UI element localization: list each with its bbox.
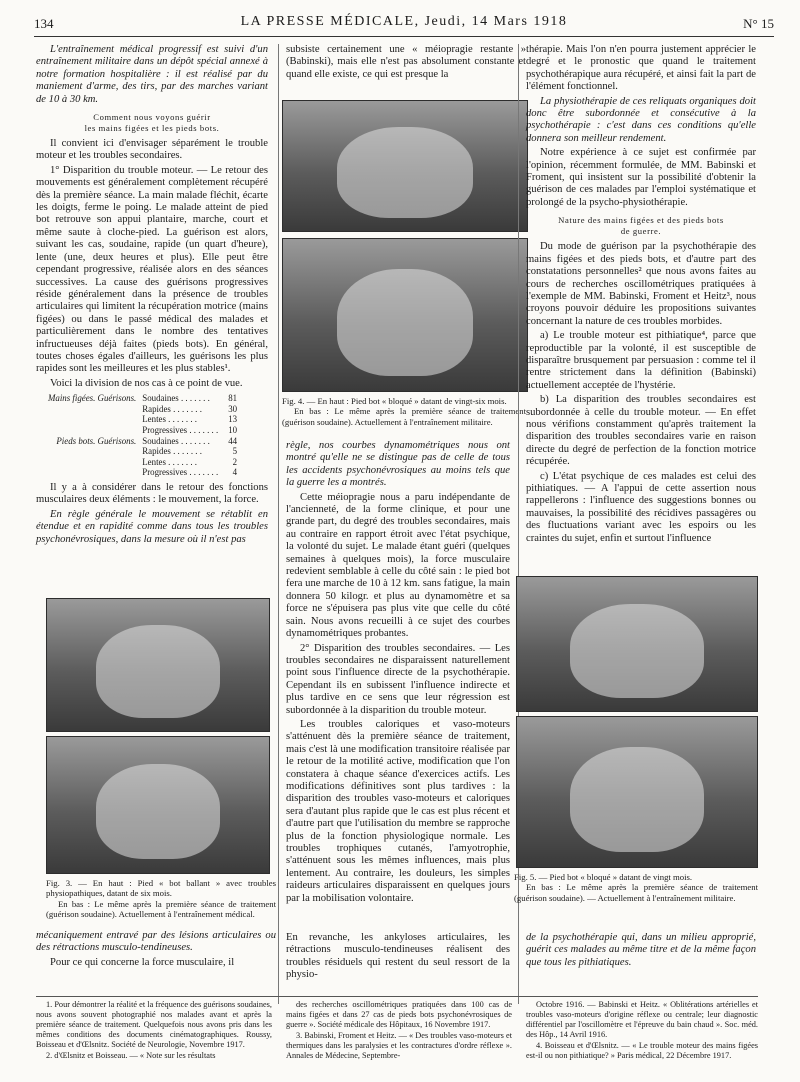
- col3-paragraph: c) L'état psychique de ces malades est celui des pithiatiques. — A l'appui de cette assertion nous rappellerons : l'influence des suggestions bonnes ou mauvaises, la possibilité des récidives passagères ou des fluctuations variant avec les espoirs ou les craintes du sujet, enfin et surtout l'influence: [526, 470, 756, 544]
- col1-paragraph: Voici la division de nos cas à ce point de vue.: [50, 377, 243, 389]
- stats-row-value: 30: [228, 403, 238, 414]
- section-heading-1-line2: les mains figées et les pieds bots.: [84, 123, 220, 134]
- fig4-caption-line2: En bas : Le même après la première séance de traitement (guérison soudaine). Actuellement à l'entraînement militaire.: [282, 406, 526, 427]
- fig5-photo-bottom: [516, 716, 758, 868]
- section-heading-2: [526, 215, 756, 237]
- column-divider: [278, 44, 279, 1004]
- col3-bottom-paragraph: de la psychothérapie qui, dans un milieu approprié, guérit ces malades au même titre et de la même façon que tous les pithiatiques.: [526, 932, 756, 968]
- col1-paragraph: Il y a à considérer dans le retour des fonctions musculaires deux éléments : le mouvement, la force.: [36, 481, 268, 506]
- col3-paragraph: a) Le trouble moteur est pithiatique⁴, parce que reproductible par la volonté, il est susceptible de disparaître brusquement par persuasion : comme tel il rentre strictement dans la définition (Babinski) actuellement acceptée de l'hystérie.: [526, 330, 756, 391]
- col2-bottom-paragraph: En revanche, les ankyloses articulaires, les rétractions musculo-tendineuses réalisent des troubles résiduels qui restent du seul ressort de la physio-: [286, 932, 510, 981]
- col3-paragraph: Du mode de guérison par la psychothérapie des mains figées et des pieds bots, et d'autre part des constatations personnelles² que nous avons faites au cours de recherches oscillométriques pratiquées à l'exemple de MM. Babinski, Froment et Heitz³, nous croyons pouvoir déduire les propositions suivantes concernant la nature de ces troubles morbides.: [526, 241, 756, 327]
- col2-paragraph: 2° Disparition des troubles secondaires. — Les troubles secondaires ne disparaissent naturellement point sous l'influence directe de la psychothérapie. Cependant ils en subissent l'influence indirecte et plus tardive en ce sens que leur régression est subordonnée à la disparition du trouble moteur.: [286, 642, 510, 716]
- masthead: LA PRESSE MÉDICALE, Jeudi, 14 Mars 1918: [240, 14, 568, 29]
- stats-row-value: 13: [228, 414, 238, 425]
- fig3-photo-top: [46, 598, 270, 732]
- col3-paragraph: Notre expérience à ce sujet est confirmée par l'opinion, récemment formulée, de MM. Babinski et Froment, qui insistent sur la possibilité d'obtenir la guérison de ces malades par l'emploi systématique et prolongé de la psycho-physiothérapie.: [526, 147, 756, 208]
- fig3-caption: [46, 878, 276, 920]
- footnote: 4. Boisseau et d'Œlsnitz. — « Le trouble moteur des mains figées est-il ou non pithiatique? » Paris médical, 22 Décembre 1917.: [526, 1041, 758, 1060]
- stats-row-label: Rapides . . . . . . .: [142, 446, 202, 457]
- recovery-stats-table: [46, 393, 239, 478]
- footnotes-left: [36, 1000, 272, 1062]
- fig3-caption-line1: Fig. 3. — En haut : Pied « bot ballant » avec troubles physiopathiques, datant de six mois.: [46, 878, 276, 899]
- column-2-bottom: [286, 932, 510, 984]
- stats-row-label: Rapides . . . . . . .: [142, 403, 202, 414]
- section-heading-1: [36, 112, 268, 134]
- col1-bottom-paragraph: Pour ce qui concerne la force musculaire, il: [50, 956, 235, 968]
- fig5-caption: [514, 872, 758, 903]
- stats-row-value: 81: [228, 393, 238, 404]
- footnote: 3. Babinski, Froment et Heitz. — « Des troubles vaso-moteurs et thermiques dans les paralysies et les contractures d'ordre réflexe ». Annales de Médecine, Septembre-: [286, 1031, 512, 1060]
- section-heading-1-line1: Comment nous voyons guérir: [93, 112, 211, 123]
- stats-row-label: Progressives . . . . . . .: [142, 424, 219, 435]
- col2-paragraph: Les troubles caloriques et vaso-moteurs s'atténuent dès la première séance de traitement, mais c'est là une modification transitoire réalisée par le retour de la motilité active, modification que l'on constatera à chaque séance d'exercices actifs. Les modifications définitives sont plus tardives : la disparition des troubles vaso-moteurs et caloriques sera d'autant plus rapide que le cas est plus récent et d'autre part que l'utilisation du membre se rapproche plus de la fonction physiologique normale. Les troubles trophiques cutanés, l'amyotrophie, s'atténuent sous les mêmes influences, mais plus lentement. Au contraire, les douleurs, les simples raideurs articulaires disparaissent en quelques jours par la mobilisation volontaire.: [286, 718, 510, 904]
- fig4-caption-line1: Fig. 4. — En haut : Pied bot « bloqué » datant de vingt-six mois.: [282, 396, 507, 406]
- stats-row-label: Soudaines . . . . . . .: [142, 393, 210, 404]
- col2-top-paragraph: subsiste certainement une « méiopragie restante » (Babinski), mais elle n'est pas absolument constante et quand elle existe, ce qui est presque la: [286, 44, 526, 80]
- page-header: [34, 14, 774, 36]
- col3-paragraph: La physiothérapie de ces reliquats organiques doit donc être subordonnée et consécutive à la psychothérapie : c'est dans ces conditions qu'elle donnera son meilleur rendement.: [526, 95, 756, 144]
- footnotes-middle: [286, 1000, 512, 1062]
- stats-row-value: 10: [228, 424, 238, 435]
- stats-row: [46, 393, 239, 404]
- footnote-rule: [36, 996, 758, 997]
- stats-row-label: Lentes . . . . . . .: [142, 456, 197, 467]
- col1-paragraph: En règle générale le mouvement se rétablit en étendue et en rapidité comme dans tous les troubles psychonévrosiques, dans la mesure où il n'est pas: [36, 508, 268, 545]
- page-number: 134: [34, 16, 54, 31]
- stats-row-label: Progressives . . . . . . .: [142, 467, 219, 478]
- fig3-photo-bottom: [46, 736, 270, 874]
- column-3-bottom: [526, 932, 756, 971]
- footnote: Octobre 1916. — Babinski et Heitz. « Oblitérations artérielles et troubles vaso-moteurs d'origine réflexe ou centrale; leur diagnostic différentiel par l'oscillomètre et l'épreuve du bain chaud ». Soc. méd. des Hôp., 14 Avril 1916.: [526, 1000, 758, 1039]
- stats-row: [46, 436, 239, 447]
- fig4-photo-top: [282, 100, 528, 232]
- col1-paragraph: 1° Disparition du trouble moteur. — Le retour des mouvements est généralement complètement récupéré dès la première séance. La main malade fléchit, écarte les doigts, ferme le poing. Le malade atteint de pied bot retrouve son appui plantaire, marche, court et même saute à cloche-pied. La guérison est alors, suivant les cas, soudaine, rapide (un quart d'heure), lente (une, deux heures et plus). Elle peut être cependant progressive, réalisée alors en des séances successives. La cause des guérisons progressives réside généralement dans la présence de troubles articulaires qui limitent la récupération motrice (mains figées) ou dans le passé médical des malades et particulièrement dans le nombre des tentatives infructueuses déjà faites (pieds bots). En général, toutes choses égales d'ailleurs, les guérisons les plus rapides sont les meilleures et les plus stables¹.: [36, 164, 268, 375]
- fig5-caption-line1: Fig. 5. — Pied bot « bloqué » datant de vingt mois.: [514, 872, 693, 882]
- header-rule: [34, 36, 774, 37]
- col1-paragraph: Il convient ici d'envisager séparément le trouble moteur et les troubles secondaires.: [36, 138, 268, 162]
- stats-row-value: 4: [232, 467, 238, 478]
- section-heading-2-line1: Nature des mains figées et des pieds bots: [558, 215, 724, 226]
- footnote: 2. d'Œlsnitz et Boisseau. — « Note sur les résultats: [46, 1051, 216, 1060]
- col2-paragraph: Cette méiopragie nous a paru indépendante de l'ancienneté, de la forme clinique, et pour une grande part, du degré des troubles secondaires, mais au contraire en rapport étroit avec l'état psychique, la volonté du sujet. Le malade étant guéri (quelques semaines à quelques mois), la force musculaire redevient semblable à celle du côté sain : le pied bot fera une marche de 10 à 12 km. sans fatigue, la main donnera 50 kilogr. et plus au dynamomètre et sa force ne s'épuisera pas plus vite que celle du côté sain. Nous avons recueilli à ce sujet des courbes dynamométriques probantes.: [286, 491, 510, 640]
- stats-row-label: Lentes . . . . . . .: [142, 414, 197, 425]
- stats-group-label: Mains figées. Guérisons.: [48, 393, 137, 404]
- stats-group-label: Pieds bots. Guérisons.: [56, 435, 137, 446]
- col3-paragraph: thérapie. Mais l'on n'en pourra justement apprécier le degré et le pronostic que quand le traitement psychothérapique aura récupéré, et ainsi fait la part de l'élément fonctionnel.: [526, 44, 756, 93]
- stats-row-value: 2: [232, 456, 238, 467]
- column-3: [526, 44, 756, 547]
- issue-number: N° 15: [743, 16, 774, 31]
- fig5-caption-line2: En bas : Le même après la première séance de traitement (guérison soudaine). — Actuellement à l'entraînement militaire.: [514, 882, 758, 903]
- col2-paragraph: règle, nos courbes dynamométriques nous ont montré qu'elle ne se distingue pas de celle de tous les accidents psychonévrosiques au moins tels que la guerre les a montrés.: [286, 440, 510, 489]
- col1-intro: L'entraînement médical progressif est suivi d'un entraînement militaire dans un dépôt spécial annexé à notre formation hospitalière : il est réalisé par du maniement d'arme, des tirs, par des marches variant de 10 à 30 km.: [36, 44, 268, 105]
- fig3-caption-line2: En bas : Le même après la première séance de traitement (guérison soudaine). Actuellement à l'entraînement médical.: [46, 898, 276, 920]
- fig4-caption: [282, 396, 526, 427]
- fig4-photo-bottom: [282, 238, 528, 392]
- column-2: [286, 440, 510, 907]
- stats-row-value: 5: [232, 446, 238, 457]
- section-heading-2-line2: de guerre.: [620, 226, 662, 237]
- col3-paragraph: b) La disparition des troubles secondaires est subordonnée à celle du trouble moteur. — En effet nous vérifions constamment qu'après traitement la disparition des troubles secondaires varie en raison directe du degré de perfection de la fonction motrice récupérée.: [526, 394, 756, 468]
- stats-row-label: Soudaines . . . . . . .: [142, 435, 210, 446]
- stats-row-value: 44: [228, 435, 238, 446]
- column-1: [36, 44, 268, 548]
- fig5-photo-top: [516, 576, 758, 712]
- column-2-top: [286, 44, 526, 83]
- column-1-bottom: [36, 930, 276, 971]
- footnote: 1. Pour démontrer la réalité et la fréquence des guérisons soudaines, nous avons souvent photographié nos malades avant et après la première séance de traitement. Quelquefois nous avons pris dans les mêmes conditions des documents cinématographiques. Roussy, Boisseau et d'Œlsnitz. Société de Neurologie, Novembre 1917.: [36, 1000, 272, 1049]
- footnote: des recherches oscillométriques pratiquées dans 100 cas de mains figées et dans 27 cas de pieds bots psychonévrosiques de guerre ». Société médicale des Hôpitaux, 16 Novembre 1917.: [286, 1000, 512, 1029]
- col1-bottom-paragraph: mécaniquement entravé par des lésions articulaires ou des rétractions musculo-tendineuses.: [36, 930, 276, 954]
- footnotes-right: [526, 1000, 758, 1062]
